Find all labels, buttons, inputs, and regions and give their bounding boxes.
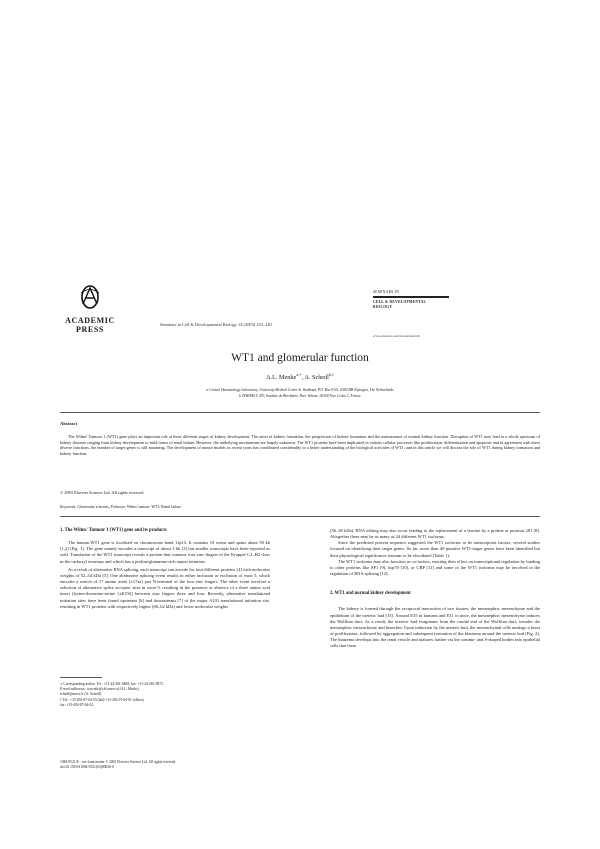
publisher-name-line2: PRESS: [76, 325, 104, 334]
journal-logo-line1: SEMINARS IN: [373, 290, 400, 294]
author-1-affiliation[interactable]: a,∗: [296, 372, 302, 377]
paragraph: Since the predicted protein sequence suggested the WT1 isoforms to be transcription factors, several studies focused on identifying their target genes. So far, more than 40 putative WT1-target genes have been identified but their physiological significance remains to be elucidated (Table 1).: [330, 540, 540, 558]
footnotes: [60, 682, 270, 708]
publisher-emblem-icon: [77, 284, 103, 310]
header-divider: [60, 412, 540, 413]
left-column: [60, 528, 270, 610]
footnote-fax: fax: +33-492-07-64-02.: [60, 702, 94, 707]
journal-logo-line3: BIOLOGY: [373, 304, 393, 309]
issn-line: 1084-9521/$ – see front matter © 2003 Elsevier Science Ltd. All rights reserved.: [60, 760, 177, 764]
section-2-heading: 2. WT1 and normal kidney development: [330, 591, 411, 597]
doi-line[interactable]: doi:10.1016/S1084-9521(03)00026-0: [60, 765, 114, 770]
footnote-corresponding: ∗ Corresponding author. Tel.: +31-24-361-0408; fax: +31-24-361-0873.: [60, 682, 164, 686]
paragraph: The WT1 isoforms may also function as co-factors, exerting their effect on transcriptional regulation by binding to other proteins like SF1 [9], hsp70 [10], or CBP [11] and some of the WT1 isoforms may be involved in the regulation of RNA splicing [12].: [330, 558, 540, 577]
abstract-divider: [60, 516, 540, 517]
author-2: A. Schedl: [304, 374, 329, 382]
footnote-divider: [60, 677, 102, 678]
affiliation-a: a Central Haematology Laboratory, University Medical Centre St. Radboud, P.O. Box 9101, 6500 HB Nijmegen, The Netherlands: [206, 388, 394, 392]
footnote-email: E-mail addresses: a.menke@chl.umcn.nl (A.L. Menke),: [60, 687, 140, 692]
keywords-list: Glomerular sclerosis; Podocyte; Wilms' tumour; WT1; Renal failure: [76, 505, 181, 509]
paragraph: (36–38 kDa). RNA editing may also occur leading to the replacement of a leucine by a proline at position 281 [8]. Altogether there may be as many as 24 different WT1 isoforms.: [330, 528, 540, 540]
journal-citation: Seminars in Cell & Developmental Biology 14 (2003) 233–240: [160, 322, 272, 327]
footnote-tel: 1 Tel.: +33-492-07-64-53 (lab)/+33-492-07-64-01 (office);: [60, 697, 145, 702]
keywords: [60, 505, 540, 509]
publisher-logo: [60, 284, 120, 334]
right-column: [330, 528, 540, 650]
journal-logo: [373, 290, 453, 338]
paragraph: The kidney is formed through the reciprocal interaction of two tissues; the metanephric mesenchyme and the epithelium of the ureteric bud [13]. Around E35 in humans and E11 in mice, the metanephric mesenchyme induces the Wolffian duct. As a result, the ureteric bud evaginates from the caudal end of the Wolffian duct, invades the metanephric mesenchyme and branches. Upon induction by the ureteric bud, the mesenchymal cells undergo a burst of proliferation, followed by aggregation and subsequent formation of the blastema around the ureteric bud (Fig. 2). The blastema develops into the renal vesicle and matures farther via the comma- and S-shaped bodies into epithelial cells that form: [330, 606, 540, 649]
journal-url[interactable]: www.elsevier.com/locate/semcdb: [373, 333, 420, 338]
footnote-email-2: schedl@unice.fr (A. Schedl).: [60, 692, 102, 697]
author-1: A.L. Menke: [266, 374, 297, 382]
journal-logo-rule: [373, 296, 449, 298]
front-matter-info: [60, 760, 360, 771]
abstract-copyright: © 2003 Elsevier Science Ltd. All rights reserved.: [60, 490, 145, 495]
paragraph: The human WT1 gene is localised on chromosome band 11p13. It contains 10 exons and spans about 50 kb [1,2] (Fig. 1). The gene mainly encodes a transcript of about 3 kb [3] but smaller transcripts have been reported as well. Translation of the WT1 transcript reveals a protein that contains four zinc fingers of the Kruppel C2–H2 class in the carboxyl terminus and which has a proline/glutamine-rich amino terminus.: [60, 540, 270, 564]
author-separator: ,: [301, 374, 305, 382]
abstract-heading: Abstract: [60, 421, 78, 426]
publisher-name-line1: ACADEMIC: [65, 316, 115, 325]
journal-logo-line2: CELL & DEVELOPMENTAL: [373, 299, 427, 304]
paragraph: As a result of alternative RNA splicing, each transcript can encode for four different proteins [4] with molecular weights of 52–54 kDa [5]. One alternative splicing event results in either inclusion or exclusion of exon 5, which encodes a stretch of 17 amino acids (±17aa) just N-terminal of the four zinc fingers. The other event involves a selection of alternative splice acceptor sites in exon 9, resulting in the presence or absence of a three amino acid insert (lysine-threonine-serine [±KTS]) between zinc fingers three and four. Recently, alternative translational initiation sites have been found upstream [6] and downstream [7] of the major AUG translational initiation site, resulting in WT1 proteins with respectively higher (60–62 kDa) and lower molecular weights: [60, 566, 270, 609]
author-line: [0, 372, 600, 381]
keywords-label: Keywords:: [60, 505, 77, 509]
section-1-heading: 1. The Wilms' Tumour 1 (WT1) gene and its products: [60, 528, 167, 533]
affiliation-b: b INSERM U 470, Institute de Biochimie, Parc Valrose, 06108 Nice Cedex 2, France: [239, 394, 361, 398]
article-title: WT1 and glomerular function: [231, 352, 369, 364]
abstract-text: The Wilms' Tumour 1 (WT1) gene plays an important role at three different stages of kidney development. The onset of kidney formation, the progression of kidney formation and the maintenance of normal kidney function. Disruption of WT1 may lead to a whole spectrum of kidney diseases ranging from kidney development to mild forms of renal failure. However, the underlying mechanisms are largely unknown. The WT1 proteins have been implicated in various cellular processes like proliferation, differentiation and apoptosis and in agreement with these diverse functions, the number of target genes is still mounting. The development of mouse models in recent years has contributed considerably to a better understanding of the biological activities of WT1, and in this article we will discuss the role of WT1 during kidney formation and kidney function.: [60, 434, 540, 456]
author-2-affiliation[interactable]: b,1: [328, 372, 334, 377]
